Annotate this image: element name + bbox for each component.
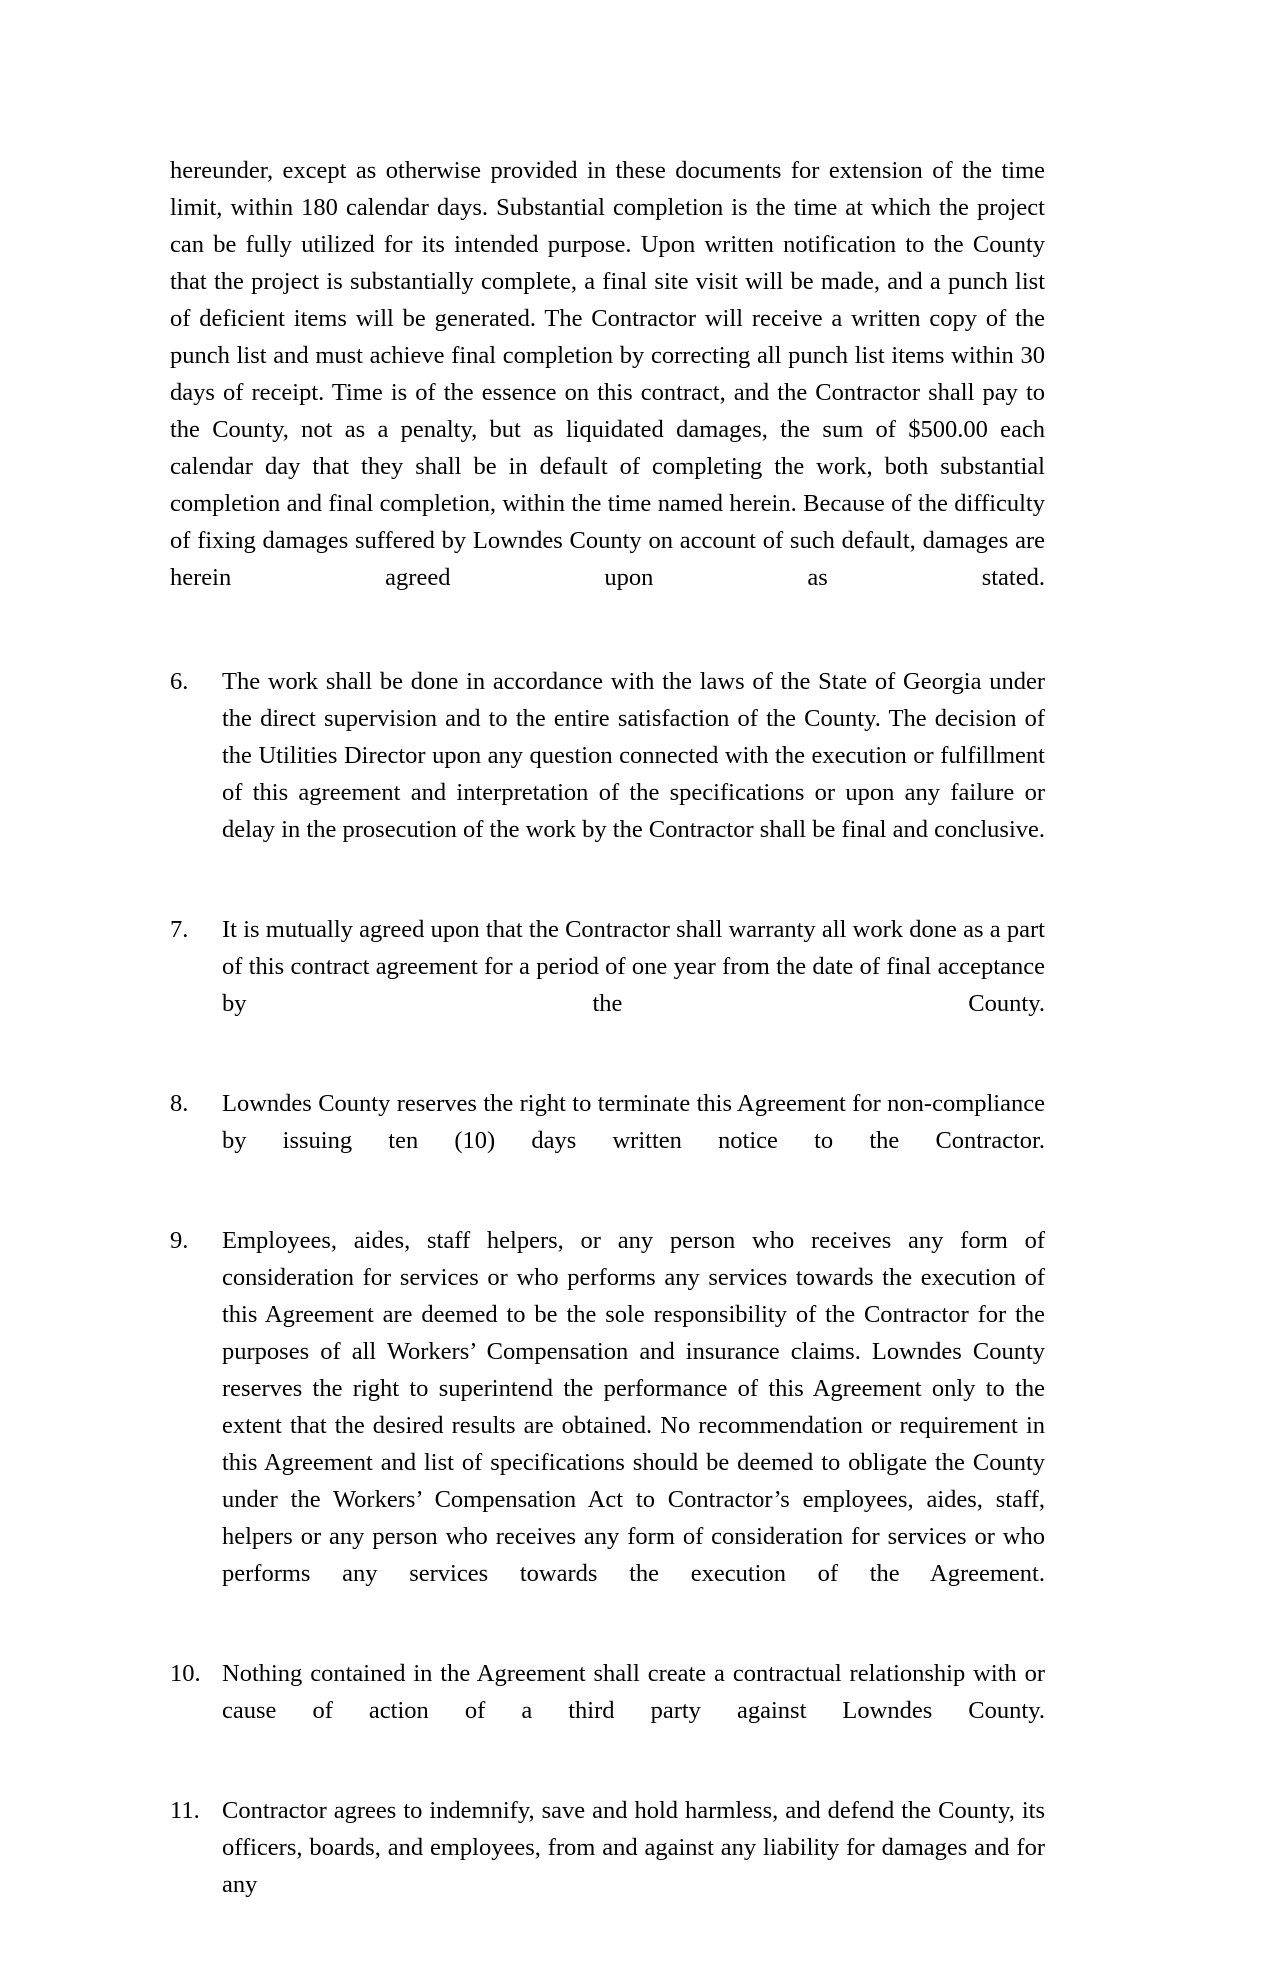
paragraph-text: Contractor agrees to indemnify, save and hold harmless, and defend the County, its officers, boards, and employees, from and against any liability for damages and for any bbox=[222, 1797, 1045, 1898]
document-body bbox=[170, 152, 1045, 1966]
paragraph-item-7 bbox=[170, 911, 1045, 1059]
paragraph-continuation bbox=[170, 152, 1045, 633]
paragraph-number: 7. bbox=[170, 916, 189, 943]
paragraph-text: It is mutually agreed upon that the Contractor shall warranty all work done as a part of this contract agreement for a period of one year from the date of final acceptance by the County. bbox=[222, 916, 1045, 1017]
paragraph-number: 10. bbox=[170, 1660, 201, 1687]
paragraph-text: The work shall be done in accordance with the laws of the State of Georgia under the direct supervision and to the entire satisfaction of the County. The decision of the Utilities Director upon any question connected with the execution or fulfillment of this agreement and interpretation of the specifications or upon any failure or delay in the prosecution of the work by the Contractor shall be final and conclusive. bbox=[222, 668, 1045, 843]
paragraph-text: Lowndes County reserves the right to terminate this Agreement for non-compliance by issuing ten (10) days written notice to the Contractor. bbox=[222, 1090, 1045, 1154]
paragraph-number: 6. bbox=[170, 668, 189, 695]
paragraph-item-6 bbox=[170, 663, 1045, 885]
paragraph-number: 9. bbox=[170, 1227, 189, 1254]
paragraph-item-10 bbox=[170, 1655, 1045, 1766]
paragraph-text: Nothing contained in the Agreement shall create a contractual relationship with or cause of action of a third party against Lowndes County. bbox=[222, 1660, 1045, 1724]
paragraph-number: 8. bbox=[170, 1090, 189, 1117]
paragraph-item-11 bbox=[170, 1792, 1045, 1940]
paragraph-item-8 bbox=[170, 1085, 1045, 1196]
paragraph-text: hereunder, except as otherwise provided in these documents for extension of the time limit, within 180 calendar days. Substantial completion is the time at which the project can be fully utilized for its intended purpose. Upon written notification to the County that the project is substantially complete, a final site visit will be made, and a punch list of deficient items will be generated. The Contractor will receive a written copy of the punch list and must achieve final completion by correcting all punch list items within 30 days of receipt. Time is of the essence on this contract, and the Contractor shall pay to the County, not as a penalty, but as liquidated damages, the sum of $500.00 each calendar day that they shall be in default of completing the work, both substantial completion and final completion, within the time named herein. Because of the difficulty of fixing damages suffered by Lowndes County on account of such default, damages are herein agreed upon as stated. bbox=[170, 157, 1045, 591]
paragraph-number: 11. bbox=[170, 1797, 200, 1824]
paragraph-text: Employees, aides, staff helpers, or any person who receives any form of consideration for services or who performs any services towards the execution of this Agreement are deemed to be the sole responsibility of the Contractor for the purposes of all Workers’ Compensation and insurance claims. Lowndes County reserves the right to superintend the performance of this Agreement only to the extent that the desired results are obtained. No recommendation or requirement in this Agreement and list of specifications should be deemed to obligate the County under the Workers’ Compensation Act to Contractor’s employees, aides, staff, helpers or any person who receives any form of consideration for services or who performs any services towards the execution of the Agreement. bbox=[222, 1227, 1045, 1587]
paragraph-item-9 bbox=[170, 1222, 1045, 1629]
